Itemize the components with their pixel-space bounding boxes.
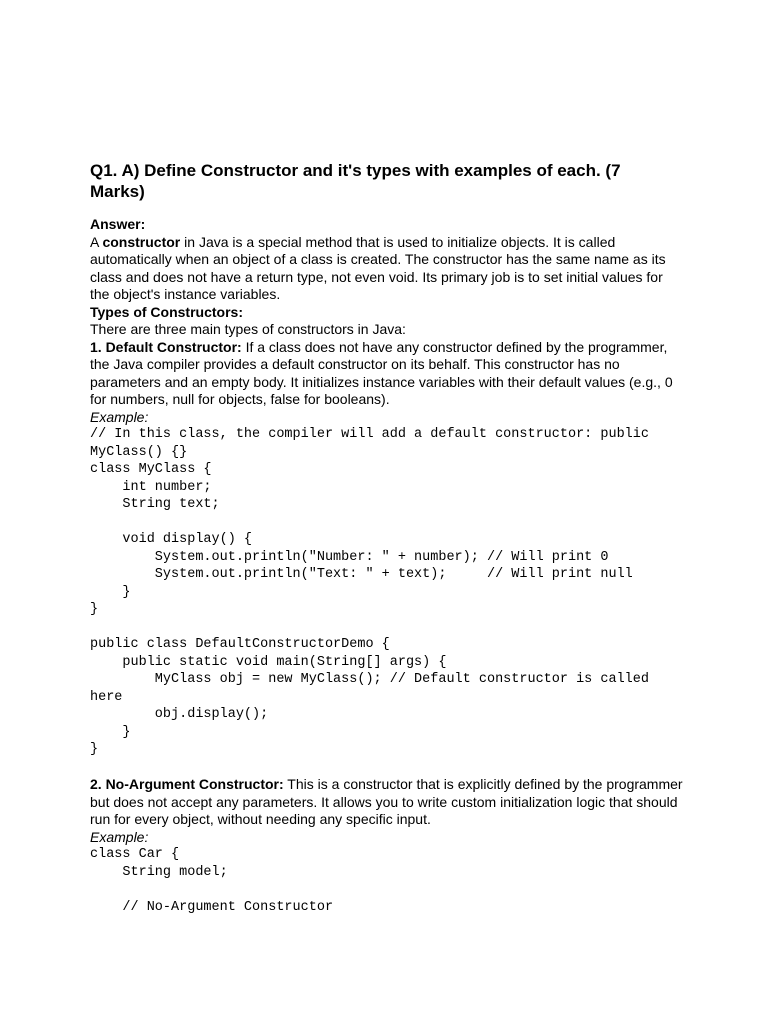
noarg-line-1 [90, 776, 690, 794]
code-line [90, 619, 690, 637]
intro-line-4: the object's instance variables. [90, 286, 281, 302]
code-line: obj.display(); [90, 707, 269, 722]
intro-line-2: automatically when an object of a class is created. The constructor has the same name as its [90, 251, 666, 267]
code-line: } [90, 584, 131, 600]
code-line: // In this class, the compiler will add a default constructor: public [90, 427, 649, 442]
code-line: public static void main(String[] args) { [90, 654, 447, 670]
intro-line-3: class and does not have a return type, not even void. Its primary job is to set initial values for [90, 268, 663, 285]
noarg-example-label: Example: [90, 828, 149, 845]
code-line [90, 514, 690, 532]
default-example-label: Example: [90, 408, 149, 425]
code-line: } [90, 602, 99, 617]
intro-line-1 [90, 234, 690, 252]
code-line: public class DefaultConstructorDemo { [90, 637, 390, 652]
noarg-line-1-rest: This is a constructor that is explicitly defined by the programmer [283, 776, 683, 792]
default-line-1-rest: If a class does not have any constructor defined by the programmer, [241, 338, 668, 355]
document-page [90, 160, 690, 916]
intro-line-1-rest: in Java is a special method that is used to initialize objects. It is called [180, 233, 616, 250]
intro-paragraph [90, 234, 690, 304]
code-line: class MyClass { [90, 462, 212, 477]
no-argument-constructor-section [90, 776, 690, 916]
code-line [90, 881, 690, 899]
question-title [90, 160, 690, 202]
code-line: void display() { [90, 532, 253, 547]
code-line: } [90, 724, 131, 740]
constructor-term: constructor [102, 233, 181, 250]
question-title-line-2: Marks) [90, 182, 145, 201]
default-constructor-section [90, 339, 690, 759]
code-line: int number; [90, 479, 212, 495]
code-line: MyClass obj = new MyClass(); // Default constructor is called [90, 672, 649, 687]
code-line: MyClass() {} [90, 444, 188, 460]
default-line-1 [90, 339, 690, 357]
code-line: System.out.println("Number: " + number); // Will print 0 [90, 549, 609, 565]
default-line-3: parameters and an empty body. It initializes instance variables with their default values (e.g., 0 [90, 373, 673, 390]
default-constructor-heading: 1. Default Constructor: [90, 338, 242, 355]
intro-prefix: A [90, 233, 103, 250]
types-heading: Types of Constructors: [90, 303, 243, 320]
section-spacer [90, 759, 690, 777]
code-line: String model; [90, 864, 228, 880]
code-line: } [90, 742, 99, 757]
code-line: here [90, 689, 123, 705]
answer-label: Answer: [90, 216, 146, 232]
types-intro: There are three main types of constructors in Java: [90, 321, 406, 337]
code-line: String text; [90, 497, 220, 512]
default-line-2: the Java compiler provides a default constructor on its behalf. This constructor has no [90, 356, 620, 372]
noarg-code-block [90, 846, 690, 916]
code-line: System.out.println("Text: " + text); // Will print null [90, 567, 633, 582]
default-line-4: for numbers, null for objects, false for booleans). [90, 391, 390, 407]
question-title-line-1: Q1. A) Define Constructor and it's types with examples of each. (7 [90, 161, 621, 180]
code-line: class Car { [90, 847, 180, 862]
noarg-constructor-heading: 2. No-Argument Constructor: [90, 776, 284, 792]
code-line: // No-Argument Constructor [90, 899, 334, 915]
noarg-line-2: but does not accept any parameters. It allows you to write custom initialization logic that should [90, 793, 678, 810]
default-code-block [90, 426, 690, 759]
noarg-line-3: run for every object, without needing any specific input. [90, 811, 431, 827]
